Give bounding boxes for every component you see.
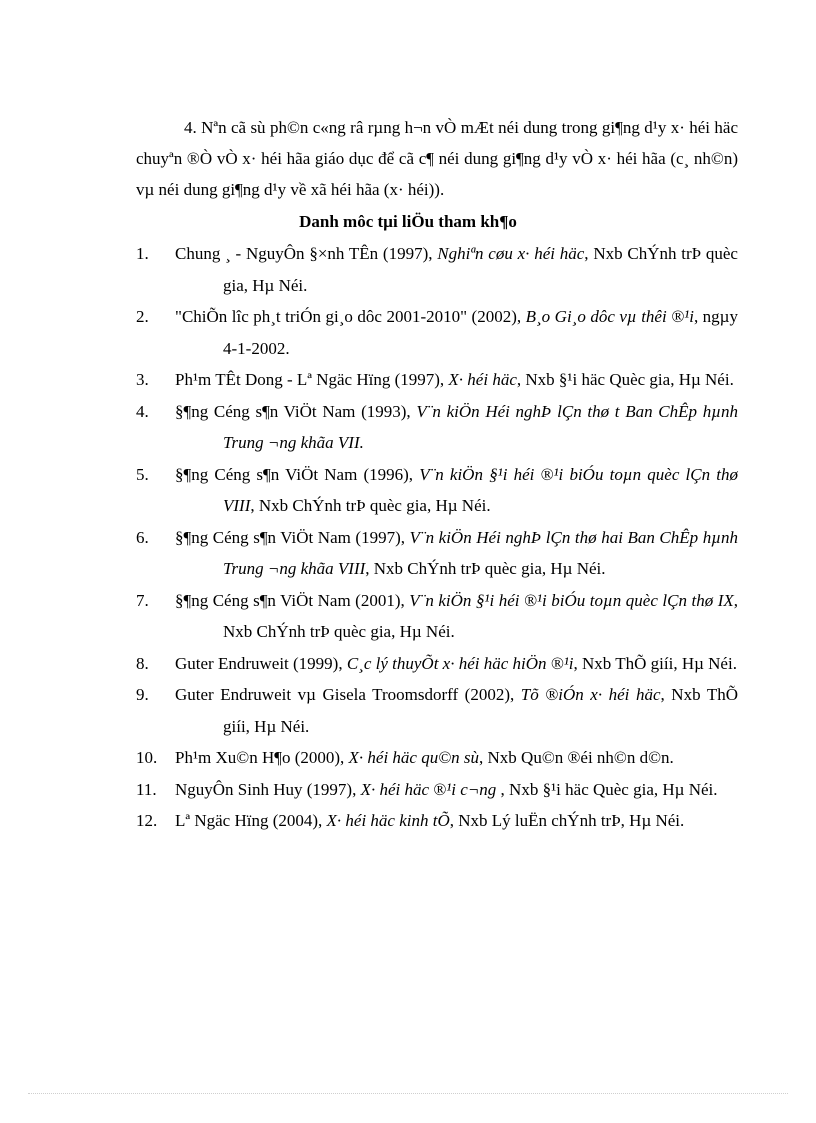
reference-title: X· héi häc qu©n sù [348, 748, 480, 767]
reference-title: V¨n kiÖn §¹i héi ®¹i biÓu toµn quèc lÇn thø IX [409, 590, 734, 610]
reference-number: 1. [136, 244, 149, 263]
reference-publisher: , Nxb §¹i häc Quèc gia, Hµ Néi. [496, 779, 718, 799]
reference-title: X· héi häc [448, 370, 517, 389]
reference-title: V¨n kiÖn Héi nghÞ lÇn thø t Ban ChÊp hµnh Trung ¬ng khãa VII. [223, 401, 738, 452]
reference-number: 2. [136, 307, 149, 326]
reference-number: 6. [136, 527, 149, 547]
reference-number: 10. [136, 748, 158, 767]
reference-publisher: , Nxb ThÕ giíi, Hµ Néi. [223, 685, 738, 736]
reference-item [136, 396, 738, 459]
reference-item [136, 301, 738, 364]
reference-title: C¸c lý thuyÕt x· héi häc hiÖn ®¹i [346, 653, 574, 673]
reference-title: Nghiªn cøu x· héi häc [437, 244, 585, 263]
reference-number: 5. [136, 464, 149, 484]
reference-number: 12. [136, 811, 158, 830]
reference-publisher: , Nxb ChÝnh trÞ quèc gia, Hµ Néi. [223, 244, 738, 295]
reference-item [136, 585, 738, 648]
reference-number: 7. [136, 590, 149, 610]
reference-number: 3. [136, 370, 149, 389]
reference-authors: Guter Endruweit vµ Gisela Troomsdorff (2002), [175, 685, 521, 704]
reference-authors: §¶ng Céng s¶n ViÖt Nam (1996), [175, 464, 420, 484]
reference-authors: Ph¹m TÊt Dong - Lª Ngäc Hïng (1997), [175, 370, 449, 389]
reference-authors: "ChiÕn lîc ph¸t triÓn gi¸o dôc 2001-2010" (2002), [175, 307, 526, 326]
reference-authors: Ph¹m Xu©n H¶o (2000), [175, 748, 349, 767]
reference-publisher: , Nxb ChÝnh trÞ quèc gia, Hµ Néi. [250, 496, 491, 515]
reference-list [136, 238, 738, 837]
reference-item [136, 238, 738, 301]
reference-title: X· héi häc kinh tÕ [326, 811, 450, 830]
reference-authors: §¶ng Céng s¶n ViÖt Nam (2001), [175, 590, 410, 610]
reference-authors: §¶ng Céng s¶n ViÖt Nam (1997), [175, 527, 410, 547]
reference-item [136, 522, 738, 585]
reference-number: 11. [136, 779, 157, 799]
reference-authors: Guter Endruweit (1999), [175, 653, 347, 673]
references-heading: Danh môc tµi liÖu tham kh¶o [299, 212, 517, 231]
reference-authors: NguyÔn Sinh Huy (1997), [175, 779, 361, 799]
reference-publisher: , Nxb ThÕ giíi, Hµ Néi. [573, 653, 737, 673]
reference-title: Tõ ®iÓn x· héi häc [520, 685, 661, 704]
reference-publisher: , Nxb ChÝnh trÞ quèc gia, Hµ Néi. [223, 590, 739, 641]
reference-number: 4. [136, 401, 149, 421]
footer-divider [28, 1093, 788, 1094]
reference-publisher: , Nxb Lý luËn chÝnh trÞ, Hµ Néi. [449, 811, 685, 830]
reference-title: V¨n kiÖn Héi nghÞ lÇn thø hai Ban ChÊp hµnh Trung ¬ng khãa VIII [223, 527, 738, 578]
reference-publisher: , Nxb ChÝnh trÞ quèc gia, Hµ Néi. [365, 559, 606, 578]
reference-number: 8. [136, 653, 149, 673]
reference-item [136, 648, 738, 680]
reference-item [136, 742, 738, 774]
reference-publisher: , ngµy 4-1-2002. [223, 307, 738, 358]
intro-paragraph: 4. Nªn cã sù ph©n c«ng râ rµng h¬n vÒ mÆt néi dung trong gi¶ng d¹y x· héi häc chuyªn ®Ò vÒ x· héi hãa giáo dục để cã c¶ néi dung gi¶ng d¹y vÒ x· héi hãa (c¸ nh©n) vµ néi dung gi¶ng d¹y về xã héi hãa (x· héi)). [136, 118, 738, 199]
reference-title: X· héi häc ®¹i c¬ng [360, 779, 497, 799]
reference-publisher: , Nxb §¹i häc Quèc gia, Hµ Néi. [516, 370, 734, 389]
reference-title: V¨n kiÖn §¹i héi ®¹i biÓu toµn quèc lÇn thø VIII [223, 464, 739, 515]
reference-authors: Lª Ngäc Hïng (2004), [175, 811, 327, 830]
reference-publisher: , Nxb Qu©n ®éi nh©n d©n. [479, 748, 674, 767]
reference-item [136, 805, 738, 837]
reference-item [136, 679, 738, 742]
reference-number: 9. [136, 685, 149, 704]
reference-item [136, 364, 738, 396]
reference-item [136, 774, 738, 806]
reference-authors: Chung ¸ - NguyÔn §×nh TÊn (1997), [175, 244, 438, 263]
reference-item [136, 459, 738, 522]
reference-title: B¸o Gi¸o dôc vµ thêi ®¹i [525, 307, 694, 326]
reference-authors: §¶ng Céng s¶n ViÖt Nam (1993), [175, 401, 417, 421]
